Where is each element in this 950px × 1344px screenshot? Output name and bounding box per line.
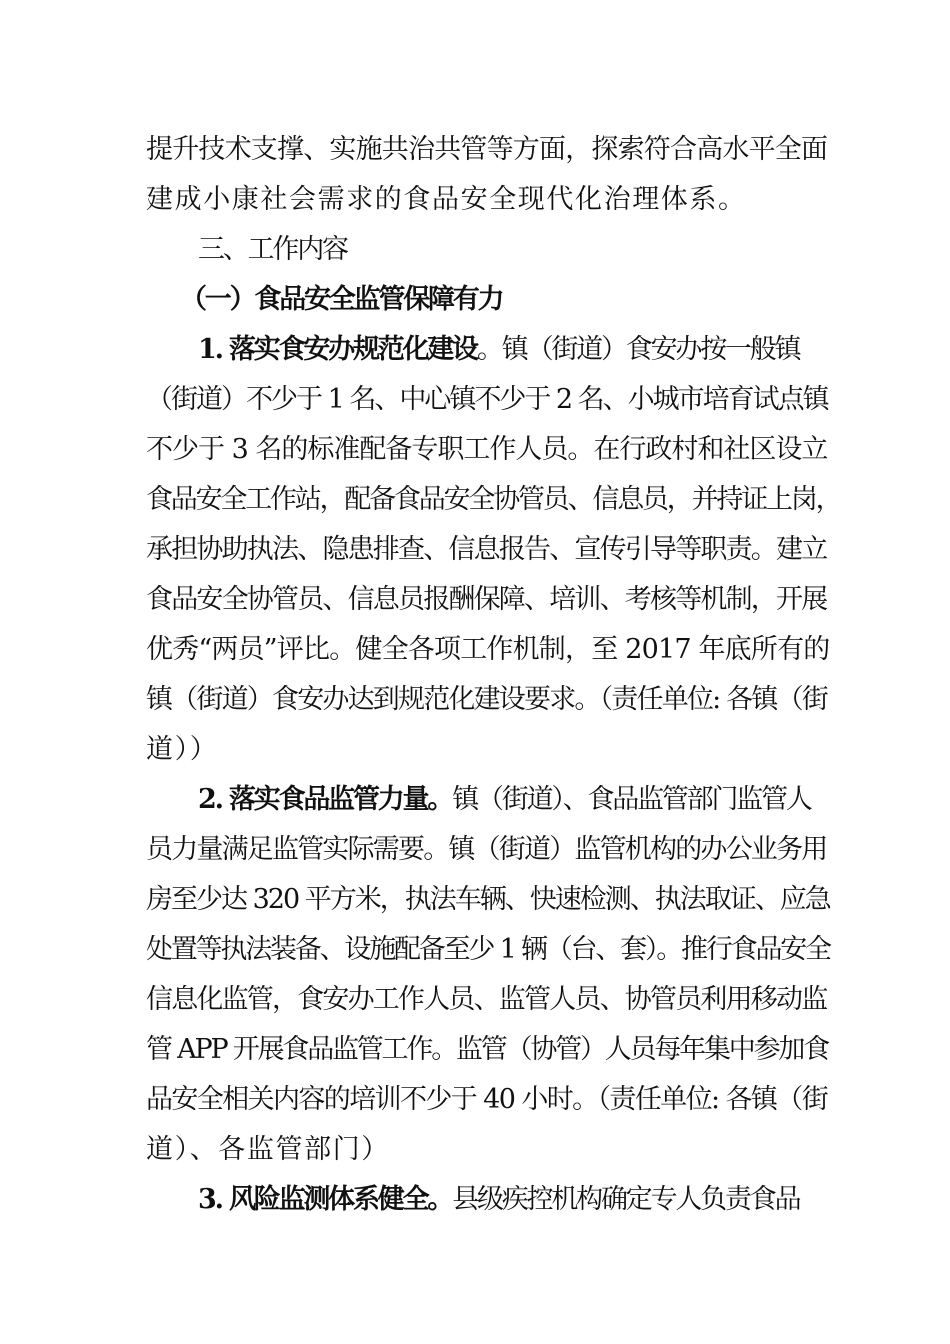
body-text-line: 食品安全工作站，配备食品安全协管员、信息员，并持证上岗， — [146, 484, 841, 515]
body-text-line: 道）、各监管部门） — [146, 1134, 390, 1165]
body-text-line: 处置等执法装备、设施配备至少 1 辆（台、套）。推行食品安全 — [146, 934, 830, 965]
body-text-line: 信息化监管，食安办工作人员、监管人员、协管员利用移动监 — [146, 984, 827, 1015]
body-text-line: 镇（街道）食安办达到规范化建设要求。（责任单位: 各镇（街 — [146, 684, 827, 715]
body-text-line: 员力量满足监管实际需要。镇（街道）监管机构的办公业务用 — [146, 834, 827, 865]
item-3-title: 3. 风险监测体系健全。 — [198, 1184, 453, 1215]
body-text-line: 房至少达 320 平方米，执法车辆、快速检测、执法取证、应急 — [146, 884, 830, 915]
body-text-line: 道）） — [146, 734, 219, 765]
body-text-span: 县级疾控机构确定专人负责食品 — [452, 1184, 800, 1215]
item-3-first-line — [198, 1180, 878, 1220]
body-text-line: 承担协助执法、隐患排查、信息报告、宣传引导等职责。建立 — [146, 534, 827, 565]
body-text-span: 。镇（街道）食安办按一般镇 — [477, 334, 800, 365]
body-text-line: 品安全相关内容的培训不少于 40 小时。（责任单位: 各镇（街 — [146, 1084, 828, 1115]
body-text-line: 不少于 3 名的标准配备专职工作人员。在行政村和社区设立 — [146, 434, 828, 465]
item-1-title: 1. 落实食安办规范化建设 — [198, 334, 477, 365]
subsection-heading: （一）食品安全监管保障有力 — [180, 284, 503, 315]
body-text-line: 优秀“两员”评比。健全各项工作机制，至 2017 年底所有的 — [146, 634, 830, 665]
item-1-first-line — [198, 330, 878, 370]
body-text-span: 镇（街道）、食品监管部门监管人 — [452, 784, 811, 815]
item-2-first-line — [198, 780, 878, 820]
body-text-line: （街道）不少于 1 名、中心镇不少于 2 名、小城市培育试点镇 — [146, 384, 828, 415]
body-text-line: 提升技术支撑、实施共治共管等方面，探索符合高水平全面 — [146, 134, 828, 165]
body-text-line: 建成小康社会需求的食品安全现代化治理体系。 — [146, 184, 747, 215]
body-text-line: 管 APP 开展食品监管工作。监管（协管）人员每年集中参加食 — [146, 1034, 828, 1065]
item-2-title: 2. 落实食品监管力量。 — [198, 784, 453, 815]
body-text-line: 食品安全协管员、信息员报酬保障、培训、考核等机制，开展 — [146, 584, 827, 615]
section-heading: 三、工作内容 — [198, 234, 347, 265]
